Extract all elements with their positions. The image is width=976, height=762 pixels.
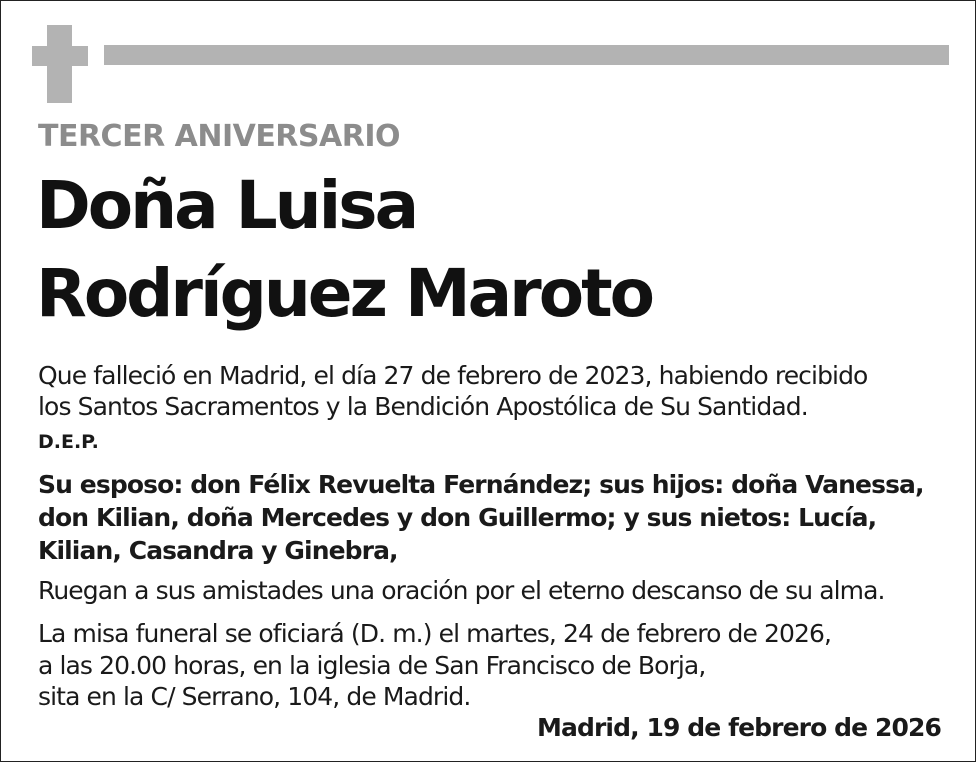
- prayer-request: Ruegan a sus amistades una oración por el eterno descanso de su alma.: [38, 576, 885, 605]
- dep-label: D.E.P.: [38, 431, 99, 453]
- family-line-1: Su esposo: don Félix Revuelta Fernández; sus hijos: doña Vanessa,: [38, 470, 924, 499]
- cross-icon-bar: [32, 46, 88, 66]
- signoff-date: Madrid, 19 de febrero de 2026: [537, 713, 941, 742]
- mass-line-1: La misa funeral se oficiará (D. m.) el martes, 24 de febrero de 2026,: [38, 619, 832, 648]
- family-line-2: don Kilian, doña Mercedes y don Guillermo; y sus nietos: Lucía,: [38, 503, 877, 532]
- mass-line-2: a las 20.00 horas, en la iglesia de San Francisco de Borja,: [38, 651, 706, 680]
- deceased-name-line1: Doña Luisa: [36, 167, 417, 244]
- intro-line-1: Que falleció en Madrid, el día 27 de febrero de 2023, habiendo recibido: [38, 361, 868, 390]
- family-line-3: Kilian, Casandra y Ginebra,: [38, 536, 398, 565]
- intro-line-2: los Santos Sacramentos y la Bendición Apostólica de Su Santidad.: [38, 392, 808, 421]
- mass-line-3: sita en la C/ Serrano, 104, de Madrid.: [38, 682, 471, 711]
- deceased-name-line2: Rodríguez Maroto: [36, 255, 652, 332]
- anniversary-heading: TERCER ANIVERSARIO: [38, 119, 401, 154]
- header-rule: [104, 45, 949, 65]
